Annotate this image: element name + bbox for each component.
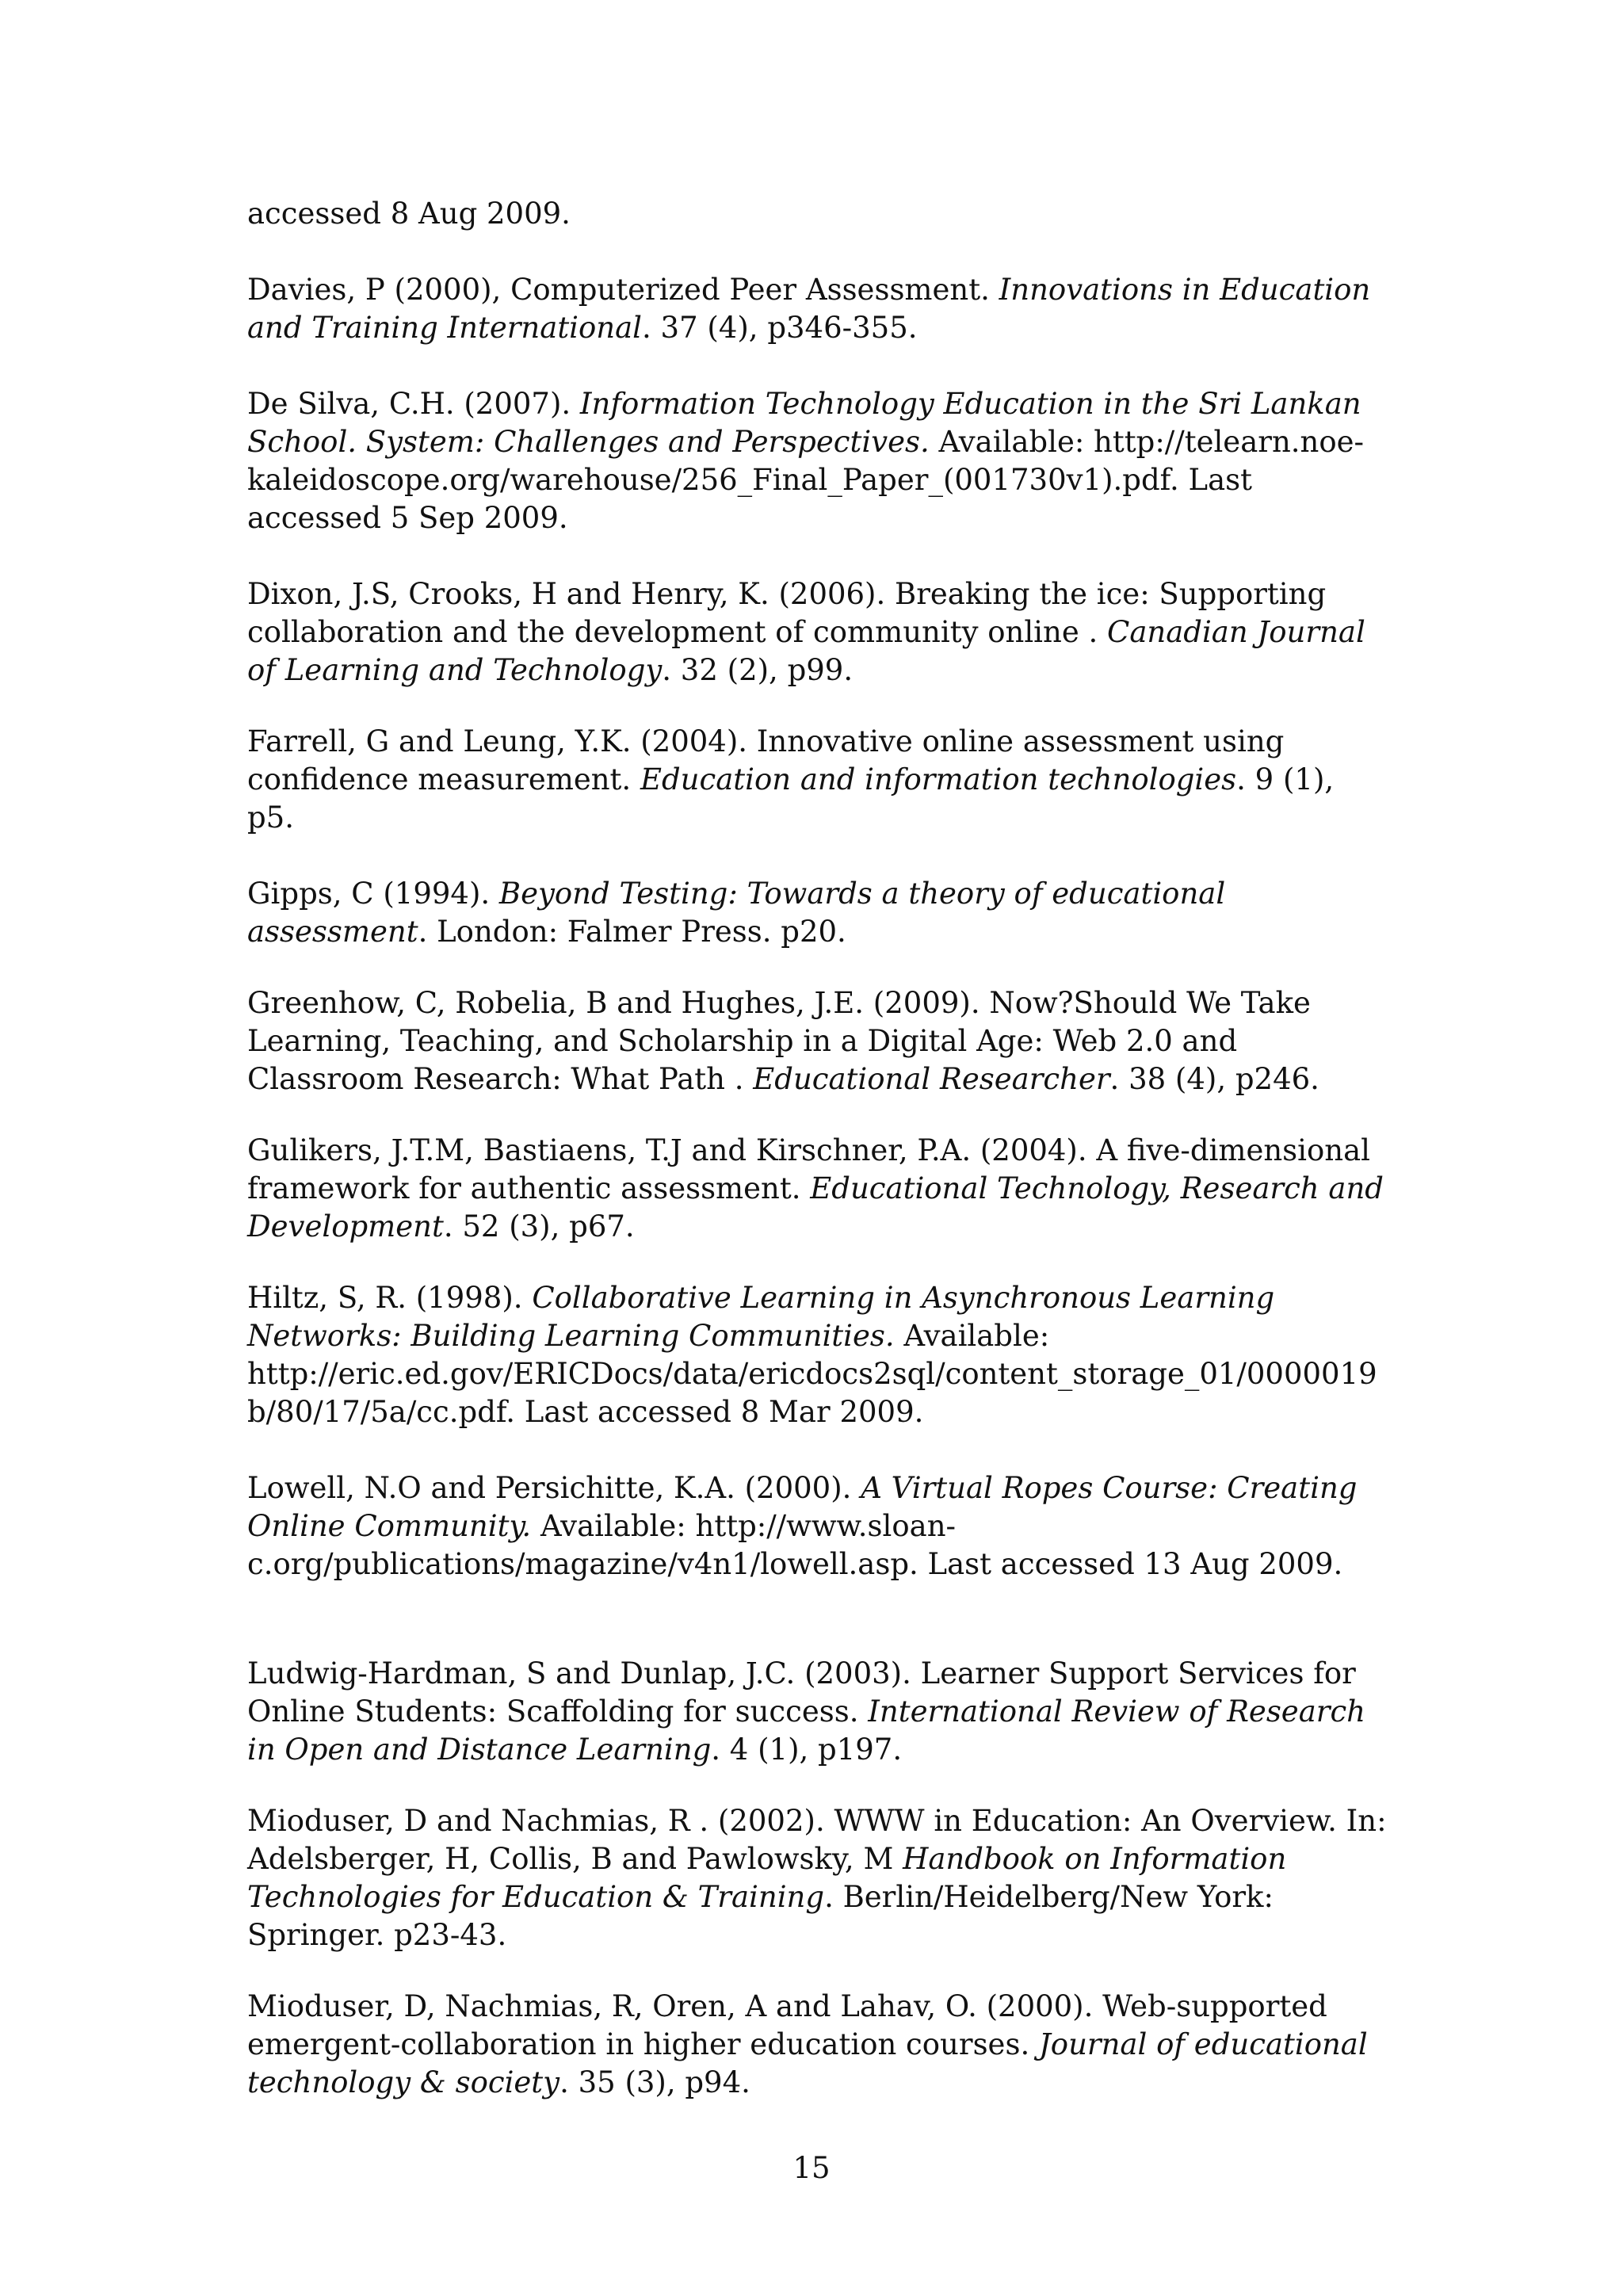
- reference-title-italic: Canadian Journal of Learning and Technology: [247, 615, 1365, 687]
- reference-mioduser-2000: [247, 1988, 1388, 2102]
- reference-mioduser-2002: [247, 1802, 1388, 1954]
- reference-title-italic: Beyond Testing: Towards a theory of educational assessment: [247, 877, 1226, 949]
- reference-davies-2000: [247, 271, 1388, 347]
- reference-text: Available: http://www.sloan-c.org/publications/magazine/v4n1/lowell.asp. Last accessed 13 Aug 2009.: [247, 1509, 1343, 1581]
- reference-gipps-1994: [247, 875, 1388, 951]
- reference-text: Lowell, N.O and Persichitte, K.A. (2000).: [247, 1471, 861, 1505]
- reference-text: . 4 (1), p197.: [711, 1733, 903, 1767]
- reference-text: Mioduser, D and Nachmias, R . (2002). WWW in Education: An Overview. In: Adelsberger, H, Collis, B and Pawlowsky, M: [247, 1804, 1387, 1876]
- reference-title-italic: A Virtual Ropes Course: Creating Online Community.: [247, 1471, 1358, 1543]
- reference-text: . Berlin/Heidelberg/New York: Springer. p23-43.: [247, 1880, 1274, 1952]
- reference-text: . London: Falmer Press. p20.: [418, 915, 846, 949]
- reference-text: Ludwig-Hardman, S and Dunlap, J.C. (2003). Learner Support Services for Online Students: Scaffolding for success.: [247, 1656, 1356, 1729]
- reference-ludwig-hardman-2003: [247, 1655, 1388, 1769]
- reference-greenhow-2009: [247, 984, 1388, 1098]
- reference-text: Available: http://telearn.noe-kaleidoscope.org/warehouse/256_Final_Paper_(001730v1).pdf. Last accessed 5 Sep 2009.: [247, 425, 1365, 535]
- reference-text: Gipps, C (1994).: [247, 877, 499, 911]
- reference-title-italic: Collaborative Learning in Asynchronous Learning Networks: Building Learning Communities.: [247, 1281, 1275, 1353]
- reference-title-italic: Handbook on Information Technologies for Education & Training: [247, 1842, 1287, 1914]
- reference-title-italic: Educational Researcher: [753, 1062, 1110, 1096]
- reference-text: Gulikers, J.T.M, Bastiaens, T.J and Kirschner, P.A. (2004). A five-dimensional framework for authentic assessment.: [247, 1133, 1371, 1205]
- reference-text: Greenhow, C, Robelia, B and Hughes, J.E. (2009). Now?Should We Take Learning, Teaching, and Scholarship in a Digital Age: Web 2.0 and Classroom Research: What Path .: [247, 986, 1311, 1096]
- reference-text: . 37 (4), p346-355.: [642, 311, 918, 345]
- reference-de-silva-2007: [247, 385, 1388, 537]
- reference-title-italic: Innovations in Education and Training International: [247, 273, 1371, 345]
- reference-text: Davies, P (2000), Computerized Peer Assessment.: [247, 273, 999, 307]
- reference-title-italic: Educational Technology, Research and Development: [247, 1171, 1384, 1244]
- reference-text: Available: http://eric.ed.gov/ERICDocs/data/ericdocs2sql/content_storage_01/0000019b/80/17/5a/cc.pdf. Last accessed 8 Mar 2009.: [247, 1319, 1377, 1429]
- reference-text: De Silva, C.H. (2007).: [247, 387, 580, 421]
- reference-text: . 32 (2), p99.: [662, 653, 854, 687]
- reference-text: Dixon, J.S, Crooks, H and Henry, K. (2006). Breaking the ice: Supporting collaboration and the development of community online .: [247, 577, 1327, 649]
- reference-farrell-2004: [247, 723, 1388, 837]
- reference-dixon-2006: [247, 575, 1388, 690]
- reference-continuation: [247, 195, 1388, 233]
- page-number: 15: [792, 2151, 831, 2185]
- reference-text: . 35 (3), p94.: [559, 2065, 750, 2099]
- reference-text: . 52 (3), p67.: [443, 1209, 635, 1244]
- reference-title-italic: International Review of Research in Open and Distance Learning: [247, 1694, 1366, 1767]
- reference-text: . 9 (1), p5.: [247, 762, 1335, 835]
- reference-text: Hiltz, S, R. (1998).: [247, 1281, 533, 1315]
- reference-title-italic: Information Technology Education in the Sri Lankan School. System: Challenges and Perspectives.: [247, 387, 1361, 459]
- reference-list: [247, 195, 1388, 2102]
- reference-hiltz-1998: [247, 1279, 1388, 1431]
- reference-text: accessed 8 Aug 2009.: [247, 197, 571, 231]
- reference-gulikers-2004: [247, 1132, 1388, 1246]
- reference-text: . 38 (4), p246.: [1109, 1062, 1319, 1096]
- reference-title-italic: Journal of educational technology & society: [247, 2027, 1368, 2099]
- reference-title-italic: Education and information technologies: [640, 762, 1237, 797]
- reference-lowell-2000: [247, 1469, 1388, 1584]
- reference-text: Farrell, G and Leung, Y.K. (2004). Innovative online assessment using confidence measurement.: [247, 724, 1285, 797]
- reference-text: Mioduser, D, Nachmias, R, Oren, A and Lahav, O. (2000). Web-supported emergent-collaboration in higher education courses.: [247, 1989, 1327, 2061]
